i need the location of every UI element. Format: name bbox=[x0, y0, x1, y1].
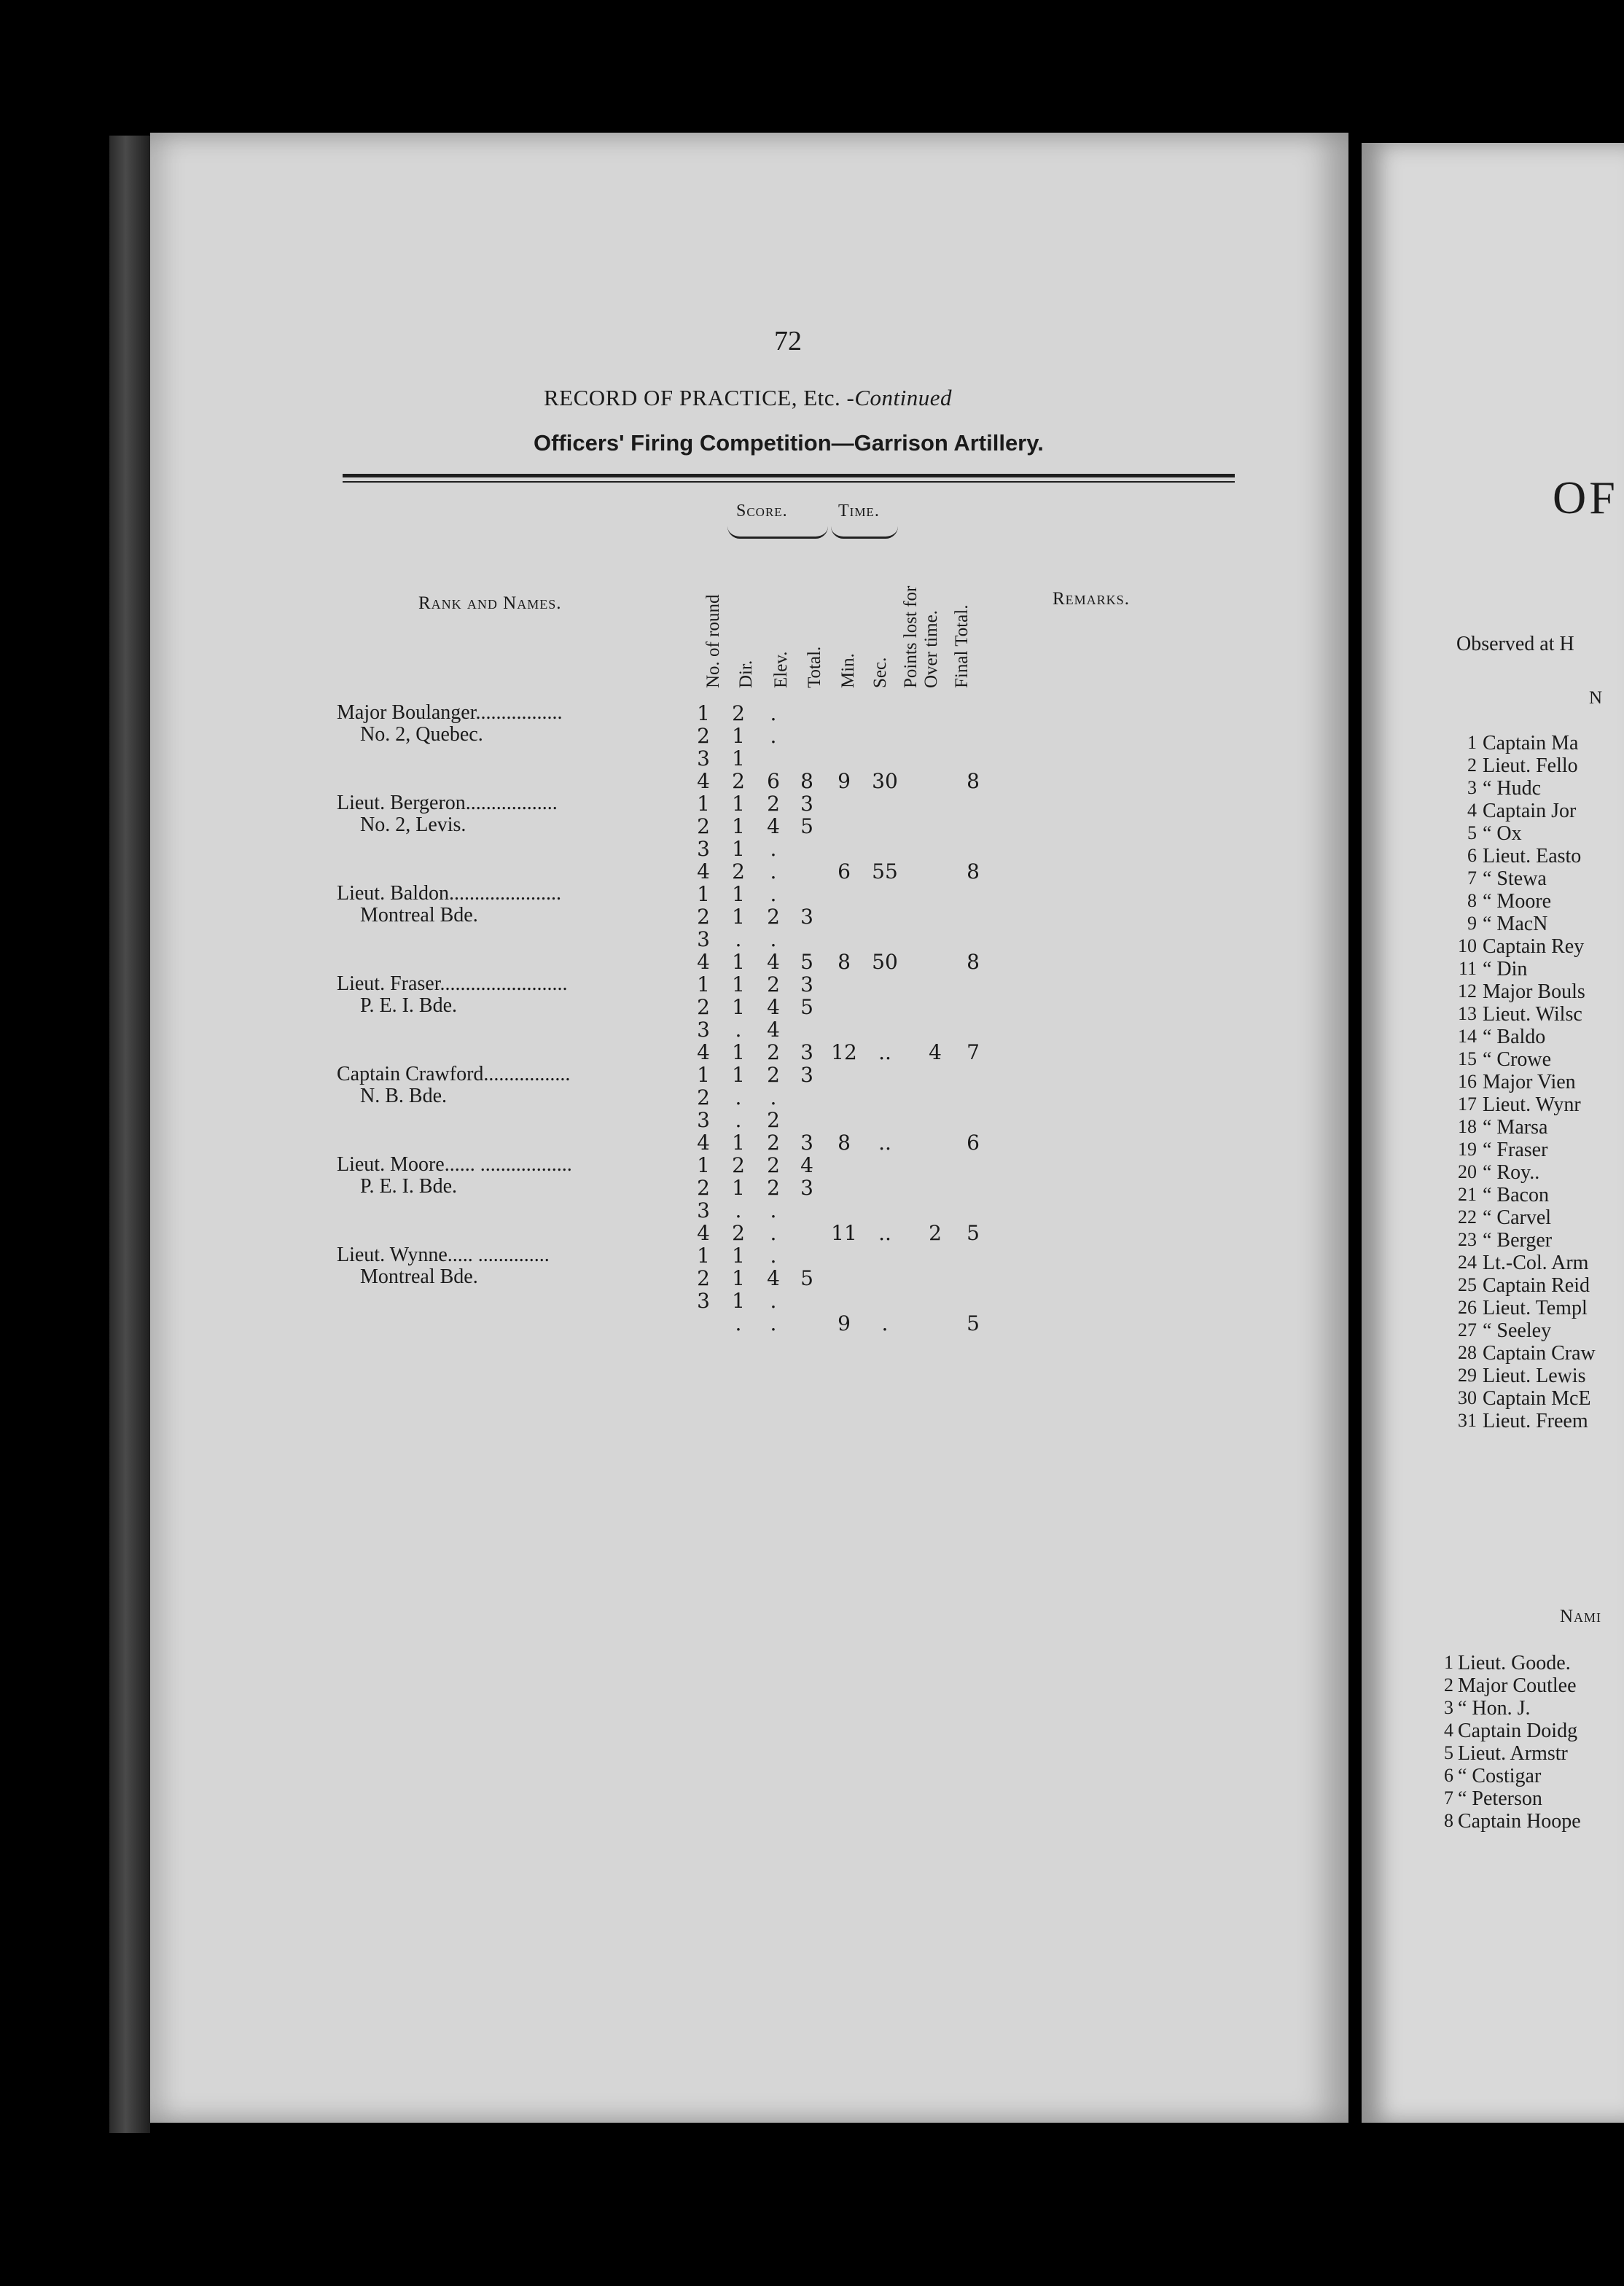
round-cell: 3 bbox=[697, 927, 710, 951]
round-cell: 4 bbox=[697, 1131, 710, 1155]
officer-name: Lieut. Baldon...................... bbox=[337, 882, 561, 905]
right-list-name: Lieut. Templ bbox=[1483, 1297, 1588, 1319]
total-cell: 3 bbox=[800, 1176, 813, 1200]
right-list-b-number: 8 bbox=[1444, 1810, 1453, 1831]
right-list-number: 15 bbox=[1458, 1048, 1477, 1069]
dir-cell: 1 bbox=[732, 814, 745, 838]
sec-cell: 55 bbox=[872, 859, 898, 883]
record-title-main: RECORD OF PRACTICE, Etc. - bbox=[544, 385, 855, 410]
min-cell: 6 bbox=[838, 859, 851, 883]
right-list-b-name: Captain Doidg bbox=[1458, 1720, 1578, 1742]
dir-cell: 2 bbox=[732, 1221, 745, 1245]
elev-cell: . bbox=[770, 859, 777, 883]
right-list-name: Captain Reid bbox=[1483, 1274, 1590, 1297]
right-list-number: 7 bbox=[1467, 867, 1477, 889]
sec-cell: .. bbox=[878, 1131, 891, 1155]
elev-cell: 4 bbox=[767, 1266, 780, 1290]
elev-cell: 4 bbox=[767, 950, 780, 974]
right-list-name: “ Carvel bbox=[1483, 1206, 1552, 1229]
right-list-number: 18 bbox=[1458, 1116, 1477, 1137]
right-list-b-name: Lieut. Armstr bbox=[1458, 1742, 1568, 1765]
right-list-name: Lieut. Easto bbox=[1483, 845, 1582, 867]
elev-cell: 2 bbox=[767, 1040, 780, 1064]
time-group-header: Time. bbox=[838, 502, 880, 520]
right-list-number: 12 bbox=[1458, 980, 1477, 1002]
right-list-name: “ Marsa bbox=[1483, 1116, 1548, 1139]
final-total-cell: 5 bbox=[967, 1311, 980, 1335]
sec-cell: 30 bbox=[872, 769, 898, 793]
officer-unit: Montreal Bde. bbox=[360, 1265, 478, 1288]
record-title bbox=[544, 385, 952, 411]
round-cell: 3 bbox=[697, 1108, 710, 1132]
elev-cell: . bbox=[770, 927, 777, 951]
final-total-cell: 8 bbox=[967, 950, 980, 974]
dir-cell: 1 bbox=[732, 724, 745, 748]
right-list-b-number: 4 bbox=[1444, 1720, 1453, 1741]
elev-cell: . bbox=[770, 724, 777, 748]
right-list-number: 19 bbox=[1458, 1139, 1477, 1160]
dir-cell: . bbox=[735, 1108, 742, 1132]
round-cell: 3 bbox=[697, 1018, 710, 1042]
right-list-b-number: 3 bbox=[1444, 1697, 1453, 1718]
min-cell: 9 bbox=[838, 1311, 851, 1335]
right-list-name: Captain Rey bbox=[1483, 935, 1585, 958]
round-cell: 1 bbox=[697, 882, 710, 906]
header-rule bbox=[343, 474, 1235, 477]
round-cell: 4 bbox=[697, 950, 710, 974]
right-list-number: 16 bbox=[1458, 1071, 1477, 1092]
right-list-number: 24 bbox=[1458, 1252, 1477, 1273]
elev-cell: 2 bbox=[767, 905, 780, 929]
right-list-number: 10 bbox=[1458, 935, 1477, 956]
elev-cell: 2 bbox=[767, 792, 780, 816]
min-cell: 11 bbox=[831, 1221, 857, 1245]
elev-cell: 2 bbox=[767, 1108, 780, 1132]
round-cell: 4 bbox=[697, 1040, 710, 1064]
dir-cell: 1 bbox=[732, 1266, 745, 1290]
total-cell: 3 bbox=[800, 1063, 813, 1087]
right-list-name: “ Roy.. bbox=[1483, 1161, 1540, 1184]
dir-cell: 1 bbox=[732, 792, 745, 816]
min-cell: 9 bbox=[838, 769, 851, 793]
sec-cell: .. bbox=[878, 1040, 891, 1064]
right-list-number: 26 bbox=[1458, 1297, 1477, 1318]
total-cell: 3 bbox=[800, 905, 813, 929]
dir-cell: 1 bbox=[732, 995, 745, 1019]
dir-cell: . bbox=[735, 1085, 742, 1109]
right-list-b-name: Major Coutlee bbox=[1458, 1674, 1577, 1697]
elev-cell: 4 bbox=[767, 814, 780, 838]
round-cell: 1 bbox=[697, 972, 710, 996]
dir-cell: 1 bbox=[732, 1063, 745, 1087]
round-cell: 2 bbox=[697, 1176, 710, 1200]
right-list-number: 14 bbox=[1458, 1026, 1477, 1047]
right-list-number: 28 bbox=[1458, 1342, 1477, 1363]
elev-cell: 2 bbox=[767, 1153, 780, 1177]
total-cell: 5 bbox=[800, 950, 813, 974]
officer-unit: Montreal Bde. bbox=[360, 904, 478, 927]
round-cell: 3 bbox=[697, 1289, 710, 1313]
officer-unit: P. E. I. Bde. bbox=[360, 1175, 457, 1198]
round-cell: 3 bbox=[697, 746, 710, 771]
elev-cell: . bbox=[770, 1221, 777, 1245]
dir-cell: 1 bbox=[732, 1244, 745, 1268]
right-list-b-number: 7 bbox=[1444, 1787, 1453, 1809]
remarks-header: Remarks. bbox=[1053, 589, 1130, 609]
officer-unit: P. E. I. Bde. bbox=[360, 994, 457, 1017]
sec-cell: .. bbox=[878, 1221, 891, 1245]
right-list-name: Captain Craw bbox=[1483, 1342, 1596, 1365]
officer-name: Lieut. Bergeron.................. bbox=[337, 792, 558, 814]
elev-cell: . bbox=[770, 1289, 777, 1313]
dir-cell: . bbox=[735, 1198, 742, 1222]
officer-unit: N. B. Bde. bbox=[360, 1085, 447, 1107]
elev-cell: . bbox=[770, 837, 777, 861]
dir-cell: 1 bbox=[732, 972, 745, 996]
right-list-b-name: “ Hon. J. bbox=[1458, 1697, 1531, 1720]
right-list-name: “ Stewa bbox=[1483, 867, 1547, 890]
officer-name: Major Boulanger................. bbox=[337, 701, 563, 724]
right-list-b-number: 6 bbox=[1444, 1765, 1453, 1786]
dir-cell: 1 bbox=[732, 1131, 745, 1155]
round-cell: 2 bbox=[697, 1085, 710, 1109]
dir-cell: 2 bbox=[732, 859, 745, 883]
right-list-b-number: 2 bbox=[1444, 1674, 1453, 1696]
round-cell: 4 bbox=[697, 1221, 710, 1245]
elev-cell: 4 bbox=[767, 1018, 780, 1042]
round-cell: 2 bbox=[697, 1266, 710, 1290]
sec-cell: . bbox=[881, 1311, 889, 1335]
col-header-points-lost: Points lost for bbox=[901, 585, 921, 688]
right-list-b-number: 5 bbox=[1444, 1742, 1453, 1763]
total-cell: 5 bbox=[800, 1266, 813, 1290]
book-spine bbox=[109, 136, 150, 2133]
total-cell: 5 bbox=[800, 995, 813, 1019]
dir-cell: 1 bbox=[732, 882, 745, 906]
right-list-number: 2 bbox=[1467, 754, 1477, 776]
round-cell: 4 bbox=[697, 769, 710, 793]
right-list-name: “ MacN bbox=[1483, 913, 1548, 935]
round-cell: 4 bbox=[697, 859, 710, 883]
col-header-sec: Sec. bbox=[870, 657, 890, 688]
right-list-name: Major Vien bbox=[1483, 1071, 1576, 1093]
final-total-cell: 5 bbox=[967, 1221, 980, 1245]
dir-cell: 1 bbox=[732, 905, 745, 929]
dir-cell: 1 bbox=[732, 1176, 745, 1200]
elev-cell: . bbox=[770, 1311, 777, 1335]
right-list-number: 11 bbox=[1458, 958, 1477, 979]
right-list-name: “ Hudc bbox=[1483, 777, 1542, 800]
elev-cell: . bbox=[770, 1085, 777, 1109]
officer-unit: No. 2, Quebec. bbox=[360, 723, 483, 746]
header-rule-thin bbox=[343, 481, 1235, 483]
right-list-name: Lieut. Wilsc bbox=[1483, 1003, 1582, 1026]
right-list-number: 29 bbox=[1458, 1365, 1477, 1386]
right-list-number: 25 bbox=[1458, 1274, 1477, 1295]
right-list-number: 27 bbox=[1458, 1319, 1477, 1341]
dir-cell: 1 bbox=[732, 837, 745, 861]
round-cell: 3 bbox=[697, 837, 710, 861]
col-header-over-time: Over time. bbox=[921, 610, 941, 688]
right-list-number: 9 bbox=[1467, 913, 1477, 934]
time-brace bbox=[831, 526, 898, 539]
elev-cell: . bbox=[770, 882, 777, 906]
right-list-number: 3 bbox=[1467, 777, 1477, 798]
right-list-number: 23 bbox=[1458, 1229, 1477, 1250]
right-list-name: “ Crowe bbox=[1483, 1048, 1552, 1071]
right-page-column-heading: N bbox=[1589, 688, 1604, 708]
final-total-cell: 6 bbox=[967, 1131, 980, 1155]
total-cell: 3 bbox=[800, 1040, 813, 1064]
total-cell: 5 bbox=[800, 814, 813, 838]
col-header-total: Total. bbox=[805, 646, 824, 688]
right-list-name: Lt.-Col. Arm bbox=[1483, 1252, 1589, 1274]
record-title-continued: Continued bbox=[854, 385, 953, 410]
score-group-header: Score. bbox=[736, 502, 788, 520]
round-cell: 2 bbox=[697, 814, 710, 838]
right-list-name: “ Din bbox=[1483, 958, 1528, 980]
col-header-elev: Elev. bbox=[771, 651, 791, 688]
col-header-round: No. of round bbox=[703, 594, 723, 688]
right-list-number: 1 bbox=[1467, 732, 1477, 753]
right-list-b-name: Captain Hoope bbox=[1458, 1810, 1581, 1833]
right-list-name: Lieut. Wynr bbox=[1483, 1093, 1581, 1116]
elev-cell: 2 bbox=[767, 1063, 780, 1087]
right-page-observed: Observed at H bbox=[1456, 633, 1574, 655]
sec-cell: 50 bbox=[872, 950, 898, 974]
round-cell: 2 bbox=[697, 905, 710, 929]
right-list-number: 21 bbox=[1458, 1184, 1477, 1205]
right-list-name: Lieut. Freem bbox=[1483, 1410, 1588, 1432]
right-list-number: 13 bbox=[1458, 1003, 1477, 1024]
right-list-name: “ Seeley bbox=[1483, 1319, 1552, 1342]
elev-cell: 2 bbox=[767, 1176, 780, 1200]
round-cell: 2 bbox=[697, 995, 710, 1019]
final-total-cell: 7 bbox=[967, 1040, 980, 1064]
right-list-name: “ Moore bbox=[1483, 890, 1552, 913]
points-lost-cell: 4 bbox=[929, 1040, 942, 1064]
dir-cell: 2 bbox=[732, 769, 745, 793]
right-list-name: Major Bouls bbox=[1483, 980, 1585, 1003]
elev-cell: 2 bbox=[767, 1131, 780, 1155]
elev-cell: 6 bbox=[767, 769, 780, 793]
right-list-name: Lieut. Lewis bbox=[1483, 1365, 1586, 1387]
right-list-name: Lieut. Fello bbox=[1483, 754, 1578, 777]
right-list-number: 20 bbox=[1458, 1161, 1477, 1182]
dir-cell: . bbox=[735, 927, 742, 951]
right-list-name: Captain Ma bbox=[1483, 732, 1579, 754]
right-list-number: 31 bbox=[1458, 1410, 1477, 1431]
final-total-cell: 8 bbox=[967, 769, 980, 793]
right-list-name: “ Ox bbox=[1483, 822, 1522, 845]
col-header-final-total: Final Total. bbox=[952, 604, 972, 688]
right-list-number: 8 bbox=[1467, 890, 1477, 911]
right-list-b-number: 1 bbox=[1444, 1652, 1453, 1673]
right-list-name: “ Bacon bbox=[1483, 1184, 1549, 1206]
right-list-name: “ Baldo bbox=[1483, 1026, 1546, 1048]
officer-unit: No. 2, Levis. bbox=[360, 814, 466, 836]
right-list-name: “ Berger bbox=[1483, 1229, 1553, 1252]
dir-cell: . bbox=[735, 1018, 742, 1042]
total-cell: 4 bbox=[800, 1153, 813, 1177]
score-brace bbox=[727, 526, 828, 539]
elev-cell: . bbox=[770, 1198, 777, 1222]
right-list-number: 5 bbox=[1467, 822, 1477, 843]
round-cell: 1 bbox=[697, 1153, 710, 1177]
col-header-min: Min. bbox=[838, 653, 858, 688]
right-list-number: 6 bbox=[1467, 845, 1477, 866]
round-cell: 1 bbox=[697, 701, 710, 725]
round-cell: 1 bbox=[697, 1063, 710, 1087]
right-page-heading-fragment: OF bbox=[1553, 472, 1618, 523]
officer-name: Lieut. Fraser......................... bbox=[337, 972, 568, 995]
right-page-list-b-heading: Nami bbox=[1560, 1607, 1602, 1626]
page-number: 72 bbox=[774, 326, 802, 356]
dir-cell: 2 bbox=[732, 1153, 745, 1177]
right-list-name: “ Fraser bbox=[1483, 1139, 1548, 1161]
round-cell: 1 bbox=[697, 1244, 710, 1268]
points-lost-cell: 2 bbox=[929, 1221, 942, 1245]
min-cell: 12 bbox=[831, 1040, 857, 1064]
officer-name: Lieut. Wynne..... .............. bbox=[337, 1244, 550, 1266]
min-cell: 8 bbox=[838, 1131, 851, 1155]
elev-cell: . bbox=[770, 701, 777, 725]
right-list-number: 4 bbox=[1467, 800, 1477, 821]
right-list-b-name: “ Peterson bbox=[1458, 1787, 1542, 1810]
col-header-dir: Dir. bbox=[736, 660, 756, 688]
right-list-name: Captain Jor bbox=[1483, 800, 1577, 822]
right-list-name: Captain McE bbox=[1483, 1387, 1591, 1410]
round-cell: 2 bbox=[697, 724, 710, 748]
right-list-b-name: “ Costigar bbox=[1458, 1765, 1542, 1787]
elev-cell: 2 bbox=[767, 972, 780, 996]
total-cell: 8 bbox=[800, 769, 813, 793]
right-list-number: 17 bbox=[1458, 1093, 1477, 1115]
round-cell: 1 bbox=[697, 792, 710, 816]
final-total-cell: 8 bbox=[967, 859, 980, 883]
total-cell: 3 bbox=[800, 792, 813, 816]
elev-cell: 4 bbox=[767, 995, 780, 1019]
min-cell: 8 bbox=[838, 950, 851, 974]
round-cell: 3 bbox=[697, 1198, 710, 1222]
rank-and-names-header: Rank and Names. bbox=[418, 593, 562, 613]
dir-cell: 2 bbox=[732, 701, 745, 725]
competition-title: Officers' Firing Competition—Garrison Artillery. bbox=[534, 430, 1044, 456]
officer-name: Captain Crawford................. bbox=[337, 1063, 571, 1085]
dir-cell: 1 bbox=[732, 1040, 745, 1064]
dir-cell: . bbox=[735, 1311, 742, 1335]
officer-name: Lieut. Moore...... .................. bbox=[337, 1153, 572, 1176]
total-cell: 3 bbox=[800, 972, 813, 996]
dir-cell: 1 bbox=[732, 1289, 745, 1313]
dir-cell: 1 bbox=[732, 950, 745, 974]
elev-cell: . bbox=[770, 1244, 777, 1268]
dir-cell: 1 bbox=[732, 746, 745, 771]
total-cell: 3 bbox=[800, 1131, 813, 1155]
right-list-number: 30 bbox=[1458, 1387, 1477, 1408]
right-list-number: 22 bbox=[1458, 1206, 1477, 1228]
right-list-b-name: Lieut. Goode. bbox=[1458, 1652, 1571, 1674]
